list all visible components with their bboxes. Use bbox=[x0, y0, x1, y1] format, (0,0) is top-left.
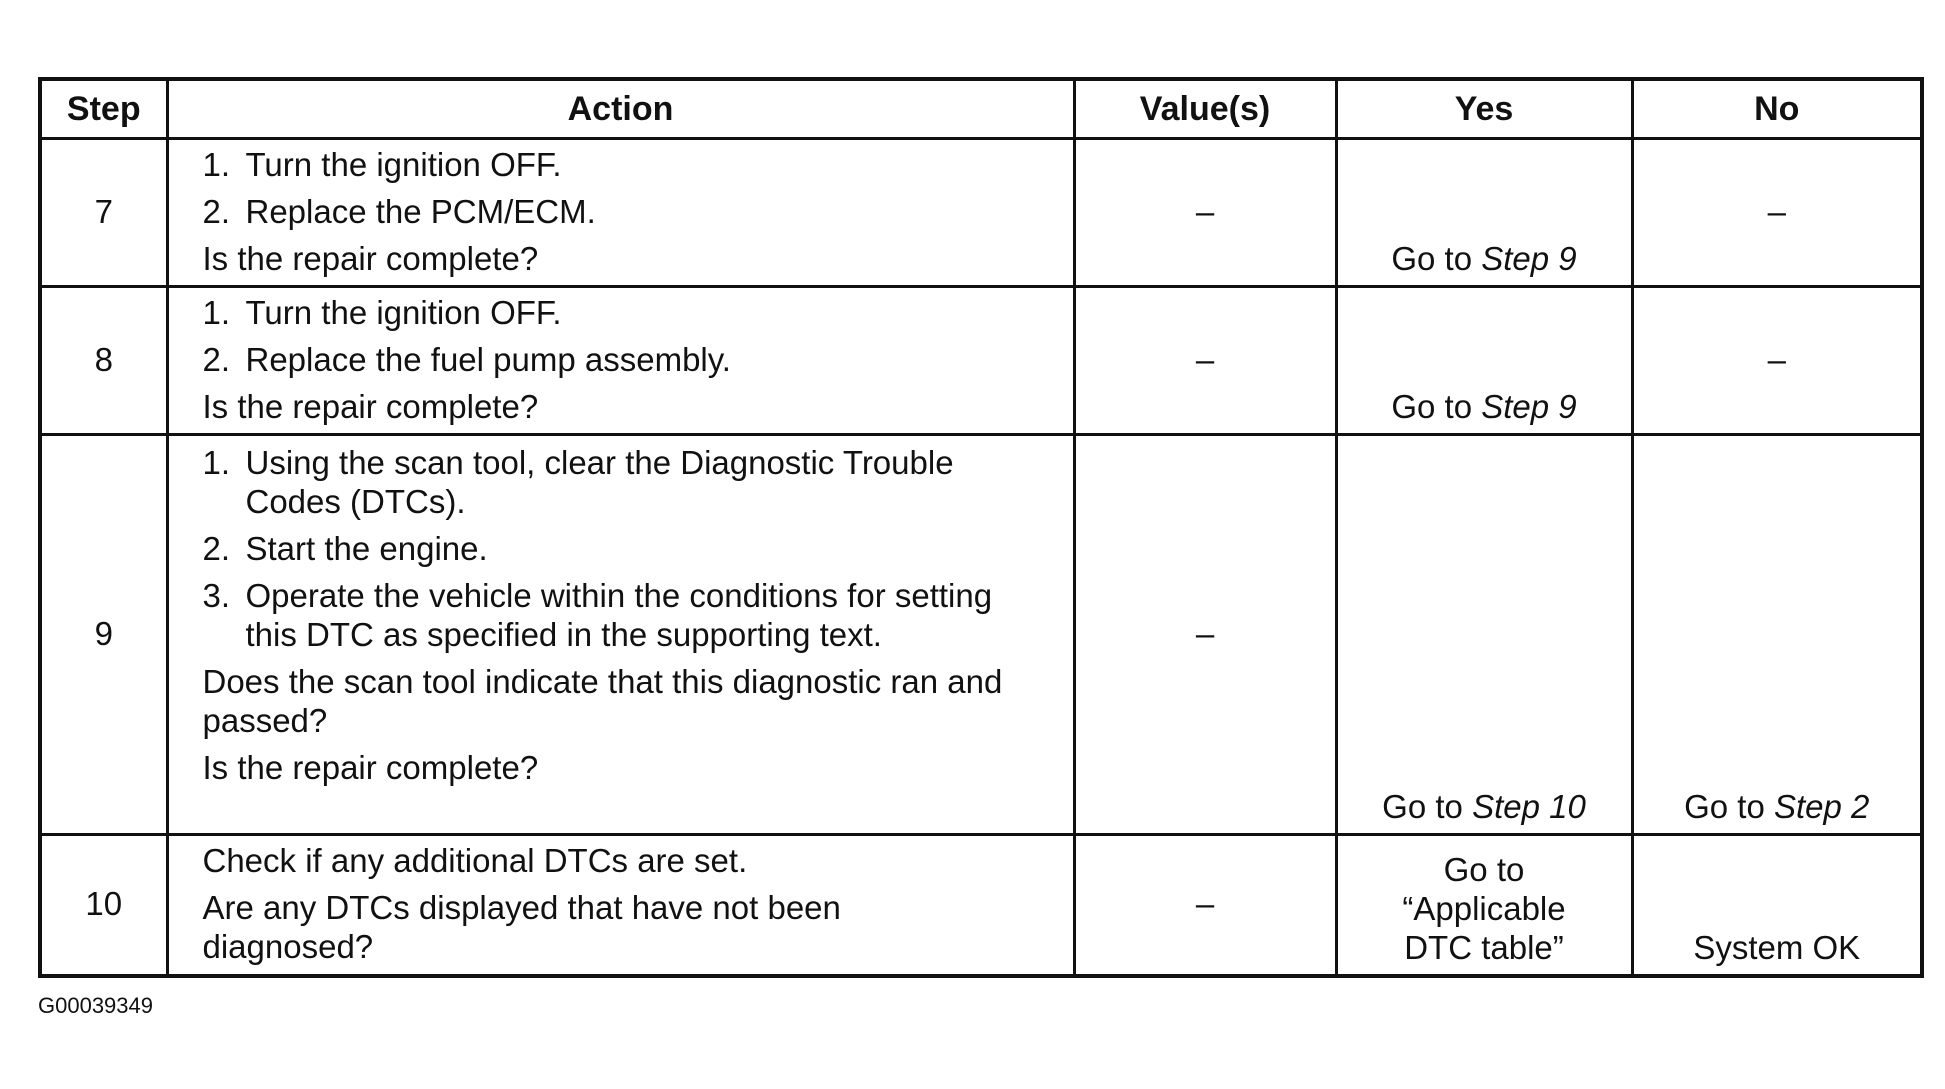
item-text: Turn the ignition OFF. bbox=[245, 294, 562, 331]
figure-id: G00039349 bbox=[38, 993, 153, 1018]
header-values: Value(s) bbox=[1074, 79, 1336, 139]
yes-step-ref: Step 9 bbox=[1481, 240, 1577, 278]
action-question: Is the repair complete? bbox=[202, 748, 539, 786]
yes-prefix: Go to bbox=[1391, 240, 1482, 278]
table-row-step-7 bbox=[40, 139, 1922, 287]
action-cell bbox=[167, 835, 1074, 976]
no-cell: System OK bbox=[1632, 835, 1922, 976]
action-question: Is the repair complete? bbox=[202, 239, 539, 277]
value-cell: – bbox=[1074, 287, 1336, 435]
value-cell: – bbox=[1074, 835, 1336, 976]
no-step-ref: Step 2 bbox=[1773, 788, 1870, 826]
action-cell bbox=[167, 287, 1074, 435]
header-yes: Yes bbox=[1336, 79, 1632, 139]
yes-step-ref: Step 10 bbox=[1472, 788, 1586, 826]
action-item bbox=[203, 341, 1053, 380]
item-number: 1. bbox=[202, 294, 231, 331]
no-cell: – bbox=[1632, 139, 1922, 287]
header-action: Action bbox=[167, 79, 1074, 139]
item-number: 2. bbox=[202, 529, 231, 567]
action-item bbox=[203, 530, 1053, 569]
action-item bbox=[203, 193, 1053, 232]
action-line: Check if any additional DTCs are set. bbox=[202, 842, 748, 879]
yes-cell bbox=[1336, 287, 1632, 435]
step-number: 8 bbox=[40, 287, 167, 435]
item-text: Using the scan tool, clear the Diagnostic Trouble Codes (DTCs). bbox=[245, 444, 954, 520]
item-text: Start the engine. bbox=[245, 529, 488, 567]
no-cell: – bbox=[1632, 287, 1922, 435]
item-number: 1. bbox=[202, 444, 231, 481]
yes-prefix: Go to bbox=[1391, 388, 1482, 426]
item-number: 1. bbox=[202, 146, 231, 183]
no-cell bbox=[1632, 435, 1922, 835]
step-number: 9 bbox=[40, 435, 167, 835]
action-item bbox=[203, 294, 1053, 333]
yes-prefix: Go to bbox=[1382, 788, 1473, 826]
yes-cell bbox=[1336, 435, 1632, 835]
diagnostic-table bbox=[38, 77, 1924, 978]
item-number: 2. bbox=[202, 192, 231, 230]
step-number: 7 bbox=[40, 139, 167, 287]
table-row-step-10 bbox=[40, 835, 1922, 976]
action-item bbox=[203, 577, 1053, 655]
yes-cell bbox=[1336, 835, 1632, 976]
step-number: 10 bbox=[40, 835, 167, 976]
header-no: No bbox=[1632, 79, 1922, 139]
action-cell bbox=[167, 139, 1074, 287]
action-item bbox=[203, 444, 1053, 522]
table-row-step-8 bbox=[40, 287, 1922, 435]
item-number: 3. bbox=[202, 576, 231, 614]
yes-cell bbox=[1336, 139, 1632, 287]
action-item bbox=[203, 146, 1053, 185]
value-cell: – bbox=[1074, 435, 1336, 835]
yes-text: Go to “Applicable DTC table” bbox=[1402, 850, 1566, 966]
item-text: Turn the ignition OFF. bbox=[245, 146, 562, 183]
header-step: Step bbox=[40, 79, 167, 139]
item-text: Replace the fuel pump assembly. bbox=[245, 340, 731, 378]
action-question: Is the repair complete? bbox=[202, 387, 539, 425]
table-row-step-9 bbox=[40, 435, 1922, 835]
action-question: Are any DTCs displayed that have not been diagnosed? bbox=[202, 888, 841, 965]
value-cell: – bbox=[1074, 139, 1336, 287]
yes-step-ref: Step 9 bbox=[1481, 388, 1577, 426]
item-text: Operate the vehicle within the conditions for setting this DTC as specified in the supporting text. bbox=[245, 576, 993, 653]
no-prefix: Go to bbox=[1684, 788, 1774, 826]
header-row bbox=[40, 79, 1922, 139]
item-number: 2. bbox=[202, 340, 231, 378]
action-cell bbox=[167, 435, 1074, 835]
action-question: Does the scan tool indicate that this diagnostic ran and passed? bbox=[202, 662, 1003, 739]
item-text: Replace the PCM/ECM. bbox=[245, 192, 596, 230]
diagnostic-table-container bbox=[38, 77, 1920, 978]
